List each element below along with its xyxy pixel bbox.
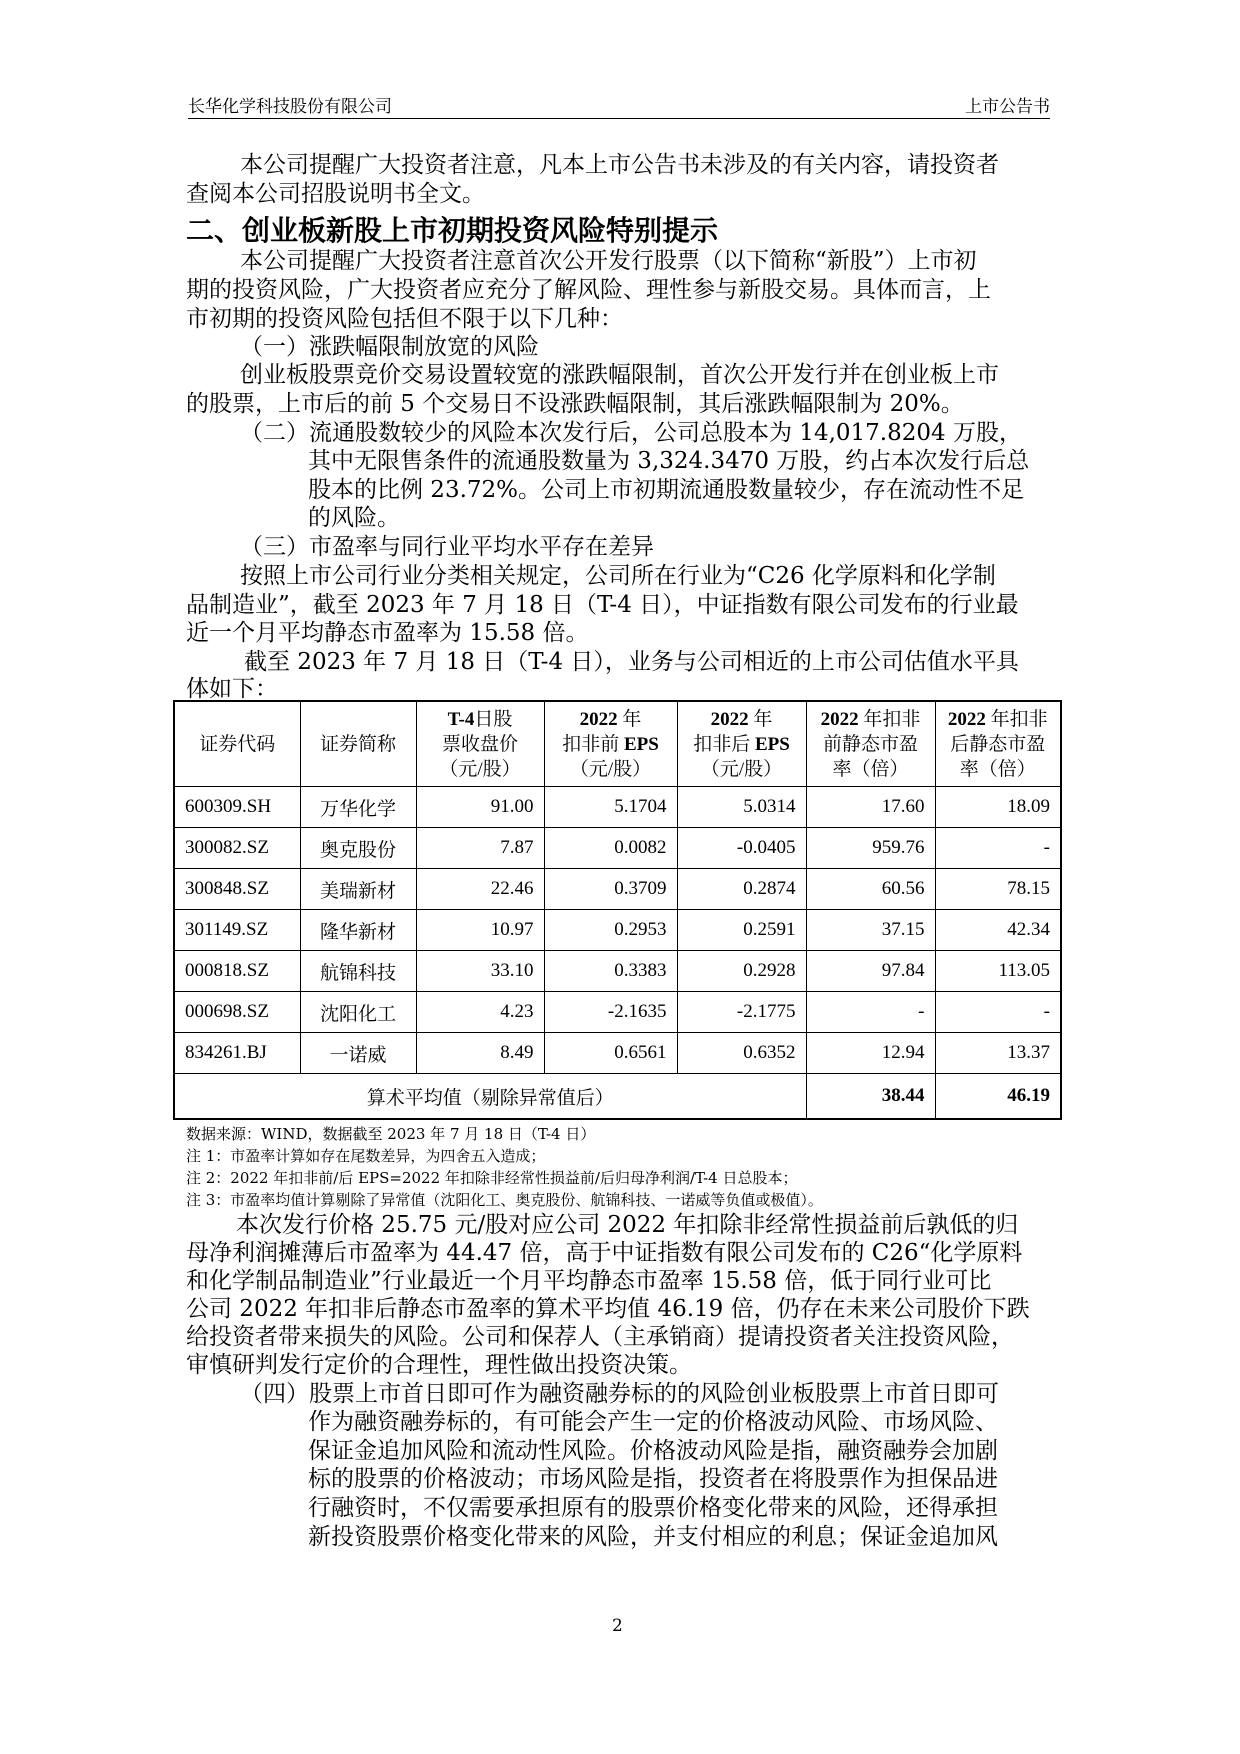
table-row (174, 1033, 1061, 1074)
cell-price: 91.00 (416, 787, 544, 828)
risk1-line: 的股票，上市后的前 5 个交易日不设涨跌幅限制，其后涨跌幅限制为 20%。 (186, 391, 964, 417)
section-intro-line: 市初期的投资风险包括但不限于以下几种： (186, 306, 623, 332)
cell-pe-pre: 12.94 (806, 1033, 935, 1074)
risk4-line: 保证金追加风险和流动性风险。价格波动风险是指，融资融券会加剧 (308, 1438, 998, 1464)
pricing-line: 审慎研判发行定价的合理性，理性做出投资决策。 (186, 1352, 692, 1378)
cell-name: 美瑞新材 (300, 869, 416, 910)
risk4-line: （四）股票上市首日即可作为融资融券标的的风险创业板股票上市首日即可 (240, 1381, 999, 1407)
table-note: 注 3：市盈率均值计算剔除了异常值（沈阳化工、奥克股份、航锦科技、一诺威等负值或极值）。 (186, 1191, 823, 1209)
page-number: 2 (612, 1616, 623, 1636)
table-note: 注 2：2022 年扣非前/后 EPS=2022 年扣除非经常性损益前/后归母净利润/T-4 日总股本； (186, 1169, 798, 1187)
pricing-line: 给投资者带来损失的风险。公司和保荐人（主承销商）提请投资者关注投资风险， (186, 1324, 1014, 1350)
risk4-line: 行融资时，不仅需要承担原有的股票价格变化带来的风险，还得承担 (308, 1495, 998, 1521)
table-row (174, 992, 1061, 1033)
risk4-line: 作为融资融券标的，有可能会产生一定的价格波动风险、市场风险、 (308, 1409, 998, 1435)
risk1-line: 创业板股票竞价交易设置较宽的涨跌幅限制，首次公开发行并在创业板上市 (240, 362, 999, 388)
risk2-line: （二）流通股数较少的风险本次发行后，公司总股本为 14,017.8204 万股， (240, 420, 1022, 446)
section-title: 二、创业板新股上市初期投资风险特别提示 (186, 214, 719, 247)
cell-pe-pre: 37.15 (806, 910, 935, 951)
cell-name: 万华化学 (300, 787, 416, 828)
cell-pe-post: 113.05 (935, 951, 1061, 992)
col-header-pe-pre: 2022 年扣非 前静态市盈 率（倍） (806, 701, 935, 787)
table-row (174, 787, 1061, 828)
average-pe-post: 46.19 (935, 1074, 1061, 1120)
cell-pe-post: 42.34 (935, 910, 1061, 951)
average-label: 算术平均值（剔除异常值后） (174, 1074, 806, 1120)
cell-name: 一诺威 (300, 1033, 416, 1074)
cell-code: 300082.SZ (174, 828, 300, 869)
col-header-name: 证券简称 (300, 701, 416, 787)
page-header (188, 88, 1050, 119)
section-intro-line: 本公司提醒广大投资者注意首次公开发行股票（以下简称“新股”）上市初 (240, 248, 977, 274)
cell-pe-post: 78.15 (935, 869, 1061, 910)
table-row (174, 828, 1061, 869)
risk3-line: 品制造业”，截至 2023 年 7 月 18 日（T-4 日），中证指数有限公司发布的行业最 (186, 592, 1019, 618)
valuation-table (173, 700, 1062, 1120)
cell-pe-pre: - (806, 992, 935, 1033)
pricing-line: 本次发行价格 25.75 元/股对应公司 2022 年扣除非经常性损益前后孰低的归 (236, 1212, 1019, 1238)
cell-price: 8.49 (416, 1033, 544, 1074)
cell-pe-post: - (935, 992, 1061, 1033)
cell-eps-pre: 5.1704 (544, 787, 677, 828)
table-header-row (174, 701, 1061, 787)
cell-eps-post: 0.2874 (677, 869, 806, 910)
risk1-title: （一）涨跌幅限制放宽的风险 (240, 334, 539, 360)
intro-line-2: 查阅本公司招股说明书全文。 (186, 181, 485, 207)
section-intro-line: 期的投资风险，广大投资者应充分了解风险、理性参与新股交易。具体而言，上 (186, 277, 991, 303)
cell-eps-post: 0.2928 (677, 951, 806, 992)
cell-eps-pre: 0.0082 (544, 828, 677, 869)
cell-name: 隆华新材 (300, 910, 416, 951)
cell-eps-pre: 0.6561 (544, 1033, 677, 1074)
risk2-line: 的风险。 (308, 505, 400, 531)
col-header-eps-post: 2022 年 扣非后 EPS （元/股） (677, 701, 806, 787)
cell-pe-pre: 959.76 (806, 828, 935, 869)
risk4-line: 新投资股票价格变化带来的风险，并支付相应的利息；保证金追加风 (308, 1524, 998, 1550)
header-company: 长华化学科技股份有限公司 (188, 97, 392, 117)
cell-eps-post: -2.1775 (677, 992, 806, 1033)
risk2-line: 其中无限售条件的流通股数量为 3,324.3470 万股，约占本次发行后总 (308, 448, 1030, 474)
cell-pe-post: 13.37 (935, 1033, 1061, 1074)
col-header-price: T-4日股 票收盘价 （元/股） (416, 701, 544, 787)
cell-price: 10.97 (416, 910, 544, 951)
pricing-line: 公司 2022 年扣非后静态市盈率的算术平均值 46.19 倍，仍存在未来公司股价下跌 (186, 1296, 1030, 1322)
col-header-pe-post: 2022 年扣非 后静态市盈 率（倍） (935, 701, 1061, 787)
cell-eps-post: 0.6352 (677, 1033, 806, 1074)
table-note: 注 1：市盈率计算如存在尾数差异，为四舍五入造成； (186, 1147, 546, 1165)
table-row (174, 869, 1061, 910)
cell-eps-post: 5.0314 (677, 787, 806, 828)
risk3-line: 近一个月平均静态市盈率为 15.58 倍。 (186, 620, 589, 646)
pricing-line: 母净利润摊薄后市盈率为 44.47 倍，高于中证指数有限公司发布的 C26“化学原料 (186, 1240, 1023, 1266)
cell-code: 301149.SZ (174, 910, 300, 951)
col-header-code: 证券代码 (174, 701, 300, 787)
risk3-title: （三）市盈率与同行业平均水平存在差异 (240, 534, 654, 560)
table-average-row (174, 1074, 1061, 1120)
cell-code: 300848.SZ (174, 869, 300, 910)
table-intro-line: 截至 2023 年 7 月 18 日（T-4 日），业务与公司相近的上市公司估值水平具 (244, 649, 1019, 675)
cell-eps-pre: -2.1635 (544, 992, 677, 1033)
table-intro-line: 体如下： (186, 676, 278, 702)
cell-code: 000818.SZ (174, 951, 300, 992)
cell-name: 沈阳化工 (300, 992, 416, 1033)
risk3-line: 按照上市公司行业分类相关规定，公司所在行业为“C26 化学原料和化学制 (240, 563, 996, 589)
header-doc-type: 上市公告书 (965, 97, 1050, 117)
cell-price: 22.46 (416, 869, 544, 910)
cell-price: 33.10 (416, 951, 544, 992)
cell-pe-post: 18.09 (935, 787, 1061, 828)
cell-pe-pre: 97.84 (806, 951, 935, 992)
cell-eps-post: 0.2591 (677, 910, 806, 951)
cell-price: 7.87 (416, 828, 544, 869)
risk4-line: 标的股票的价格波动；市场风险是指，投资者在将股票作为担保品进 (308, 1466, 998, 1492)
table-note: 数据来源：WIND，数据截至 2023 年 7 月 18 日（T-4 日） (186, 1125, 596, 1143)
cell-code: 000698.SZ (174, 992, 300, 1033)
cell-pe-post: - (935, 828, 1061, 869)
cell-name: 航锦科技 (300, 951, 416, 992)
intro-line-1: 本公司提醒广大投资者注意，凡本上市公告书未涉及的有关内容，请投资者 (240, 152, 999, 178)
cell-eps-post: -0.0405 (677, 828, 806, 869)
risk2-line: 股本的比例 23.72%。公司上市初期流通股数量较少，存在流动性不足 (308, 477, 1025, 503)
table-row (174, 951, 1061, 992)
cell-pe-pre: 60.56 (806, 869, 935, 910)
cell-eps-pre: 0.3709 (544, 869, 677, 910)
cell-pe-pre: 17.60 (806, 787, 935, 828)
pricing-line: 和化学制品制造业”行业最近一个月平均静态市盈率 15.58 倍，低于同行业可比 (186, 1268, 992, 1294)
average-pe-pre: 38.44 (806, 1074, 935, 1120)
cell-price: 4.23 (416, 992, 544, 1033)
cell-code: 834261.BJ (174, 1033, 300, 1074)
cell-code: 600309.SH (174, 787, 300, 828)
table-row (174, 910, 1061, 951)
cell-name: 奥克股份 (300, 828, 416, 869)
cell-eps-pre: 0.3383 (544, 951, 677, 992)
cell-eps-pre: 0.2953 (544, 910, 677, 951)
col-header-eps-pre: 2022 年 扣非前 EPS （元/股） (544, 701, 677, 787)
